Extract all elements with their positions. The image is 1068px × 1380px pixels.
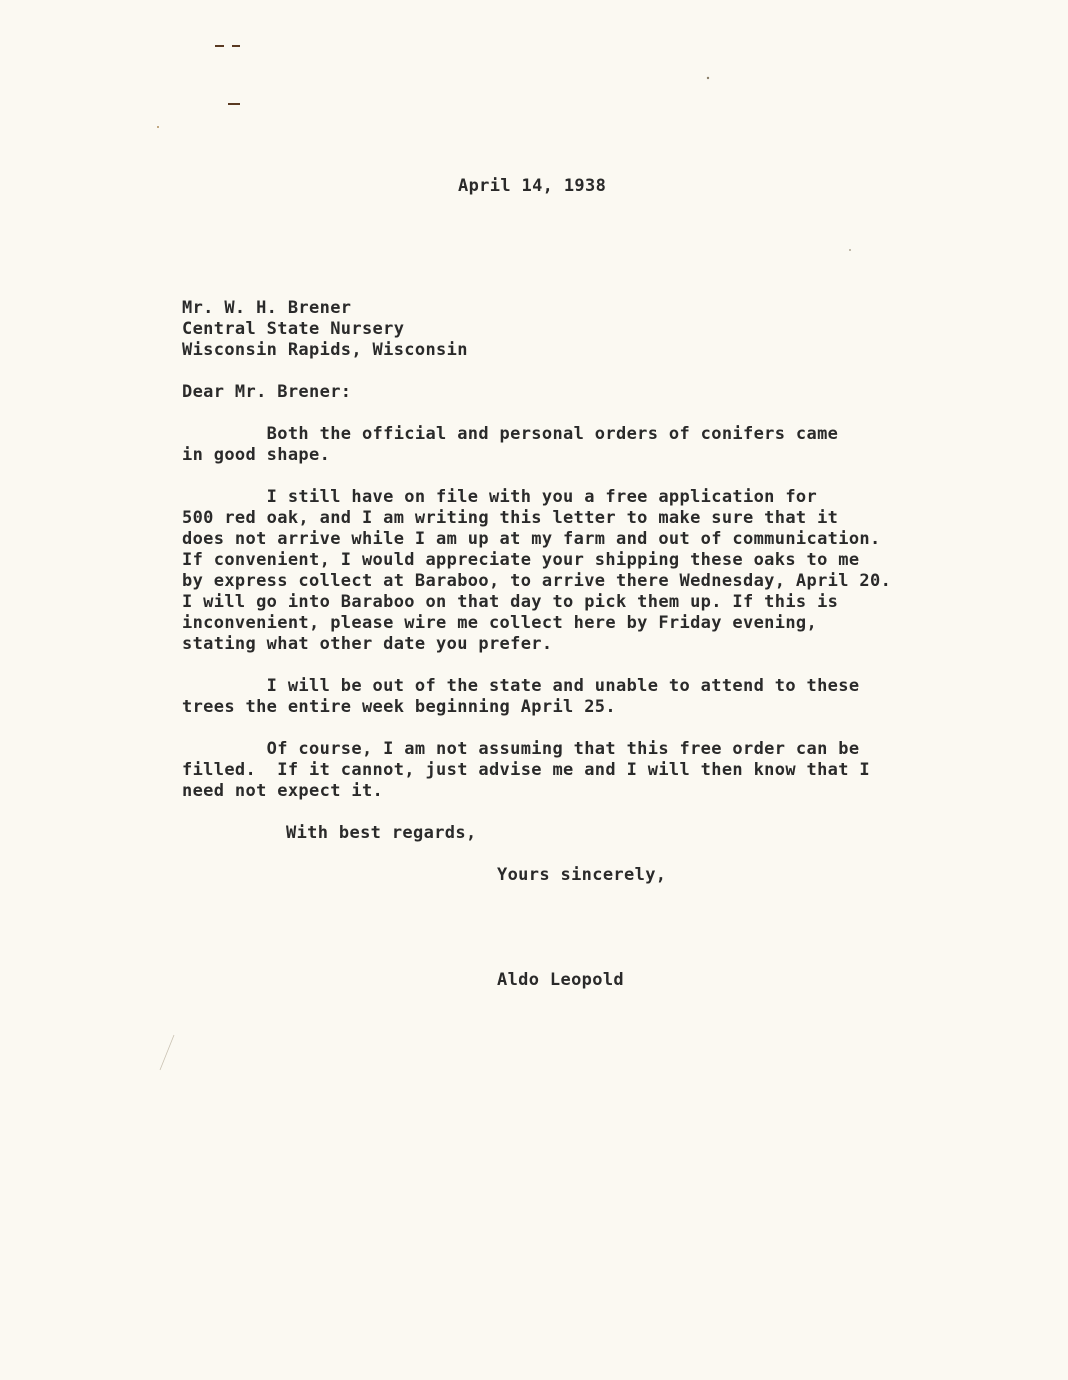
closing: Yours sincerely, [497, 865, 667, 885]
signature: Aldo Leopold [497, 970, 625, 990]
body-line: Both the official and personal orders of conifers came [182, 424, 839, 444]
paper-crease [160, 1035, 174, 1070]
salutation: Dear Mr. Brener: [182, 382, 352, 402]
recipient-name: Mr. W. H. Brener [182, 298, 352, 318]
body-line: in good shape. [182, 445, 331, 465]
body-line: filled. If it cannot, just advise me and I will then know that I [182, 760, 871, 780]
body-line: inconvenient, please wire me collect here by Friday evening, [182, 613, 818, 633]
body-line: need not expect it. [182, 781, 384, 801]
body-line: 500 red oak, and I am writing this letter to make sure that it [182, 508, 839, 528]
body-line: trees the entire week beginning April 25. [182, 697, 616, 717]
speck [849, 249, 851, 251]
body-line: does not arrive while I am up at my farm and out of communication. [182, 529, 881, 549]
body-line: stating what other date you prefer. [182, 634, 553, 654]
speck [707, 77, 709, 79]
body-line: I still have on file with you a free application for [182, 487, 818, 507]
body-line: If convenient, I would appreciate your shipping these oaks to me [182, 550, 860, 570]
recipient-organization: Central State Nursery [182, 319, 405, 339]
recipient-location: Wisconsin Rapids, Wisconsin [182, 340, 468, 360]
body-line: Of course, I am not assuming that this free order can be [182, 739, 860, 759]
body-line: I will go into Baraboo on that day to pick them up. If this is [182, 592, 839, 612]
regards: With best regards, [286, 823, 477, 843]
letter-date: April 14, 1938 [458, 176, 607, 196]
body-line: by express collect at Baraboo, to arrive there Wednesday, April 20. [182, 571, 892, 591]
speck [157, 126, 159, 128]
body-line: I will be out of the state and unable to attend to these [182, 676, 860, 696]
